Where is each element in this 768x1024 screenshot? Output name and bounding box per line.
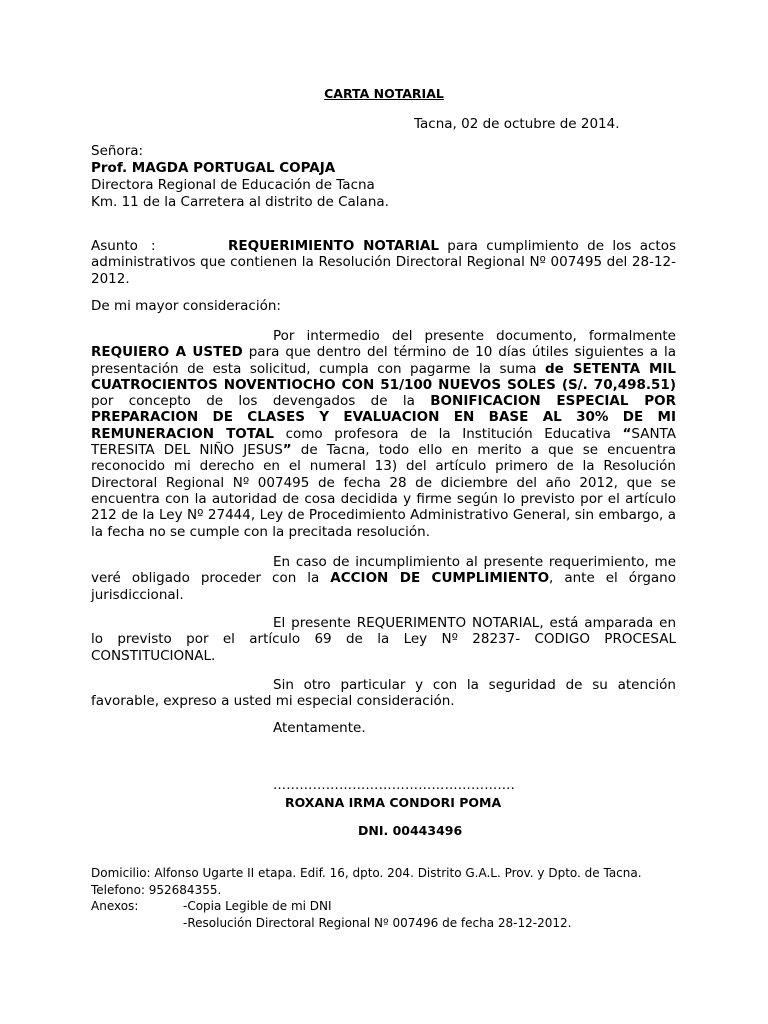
- p1-text-4: como profesora de la Institución Educativa: [273, 425, 623, 442]
- p2-text-2: , ante el órgano jurisdiccional.: [91, 570, 677, 603]
- p2-text-1: En caso de incumplimiento al presente requerimiento, me veré obligado proceder con la: [91, 554, 676, 587]
- p1-quote-open: “: [622, 425, 632, 442]
- asunto-colon: :: [151, 238, 156, 254]
- asunto-subject: REQUERIMIENTO NOTARIAL: [228, 238, 439, 254]
- p1-bold-amount: de SETENTA MIL CUATROCIENTOS NOVENTIOCHO CON 51/100 NUEVOS SOLES (S/. 70,498.51): [91, 360, 677, 393]
- recipient-name: Prof. MAGDA PORTUGAL COPAJA: [91, 160, 336, 176]
- footer-block: [91, 865, 642, 931]
- asunto-paragraph: [91, 238, 676, 287]
- p1-institution: SANTA TERESITA DEL NIÑO JESUS: [91, 425, 676, 459]
- signer-name: ROXANA IRMA CONDORI POMA: [285, 795, 502, 810]
- letter-title: CARTA NOTARIAL: [324, 86, 444, 101]
- p1-bold-1: REQUIERO A USTED: [91, 344, 243, 361]
- recipient-role: Directora Regional de Educación de Tacna: [91, 177, 375, 193]
- salutation: Señora:: [91, 143, 144, 159]
- p1-bold-bonificacion: BONIFICACION ESPECIAL POR PREPARACION DE CLASES Y EVALUACION EN BASE AL 30% DE MI REMUNERACION TOTAL: [91, 393, 676, 442]
- signer-dni: DNI. 00443496: [358, 823, 463, 838]
- anexo-2: -Resolución Directoral Regional Nº 007496 de fecha 28-12-2012.: [183, 915, 572, 930]
- footer-domicilio: Domicilio: Alfonso Ugarte II etapa. Edif. 16, dpto. 204. Distrito G.A.L. Prov. y Dpto. de Tacna.: [91, 866, 642, 880]
- signature-line: ……………………………………………….: [273, 778, 515, 793]
- body-paragraph-4: [91, 677, 676, 710]
- p1-text-1: Por intermedio del presente documento, formalmente: [273, 328, 676, 344]
- anexos-label: Anexos:: [91, 899, 139, 913]
- p3-text: El presente REQUERIMENTO NOTARIAL, está amparada en lo previsto por el artículo 69 de la Ley Nº 28237- CODIGO PROCESAL CONSTITUCIONAL.: [91, 615, 676, 664]
- p1-text-6: de Tacna, todo ello en merito a que se encuentra reconocido mi derecho en el numeral 13) del artículo primero de la Resolución Directoral Regional Nº 007495 de fecha 28 de diciembre del año 2012, que se encuentra con la autoridad de cosa decidida y firme según lo previsto por el artículo 212 de la Ley Nº 27444, Ley de Procedimiento Administrativo General, sin embargo, a la fecha no se cumple con la precitada resolución.: [91, 442, 676, 540]
- p2-bold-accion: ACCION DE CUMPLIMIENTO: [330, 570, 550, 587]
- p1-text-3: por concepto de los devengados de la: [91, 393, 431, 410]
- anexo-1: -Copia Legible de mi DNI: [183, 899, 332, 913]
- date-line: Tacna, 02 de octubre de 2014.: [414, 116, 620, 132]
- footer-telefono: Telefono: 952684355.: [91, 882, 222, 897]
- recipient-block: [91, 143, 389, 211]
- p1-quote-close: ”: [282, 442, 292, 459]
- body-paragraph-3: [91, 615, 676, 664]
- recipient-address: Km. 11 de la Carretera al distrito de Calana.: [91, 194, 389, 210]
- p1-text-2: para que dentro del término de 10 días útiles siguientes a la presentación de esta solicitud, cumpla con pagarme la suma: [91, 344, 677, 377]
- body-paragraph-1: [91, 328, 676, 540]
- asunto-text: para cumplimiento de los actos administrativos que contienen la Resolución Directoral Regional Nº 007495 del 28-12-2012.: [91, 238, 676, 287]
- asunto-label: Asunto: [91, 238, 138, 254]
- footer-anexo-1-row: [91, 898, 642, 915]
- greeting: De mi mayor consideración:: [91, 298, 281, 314]
- footer-anexo-2-row: [91, 915, 642, 932]
- body-paragraph-2: [91, 554, 676, 603]
- closing: Atentamente.: [273, 720, 366, 736]
- p4-text: Sin otro particular y con la seguridad de su atención favorable, expreso a usted mi especial consideración.: [91, 677, 676, 710]
